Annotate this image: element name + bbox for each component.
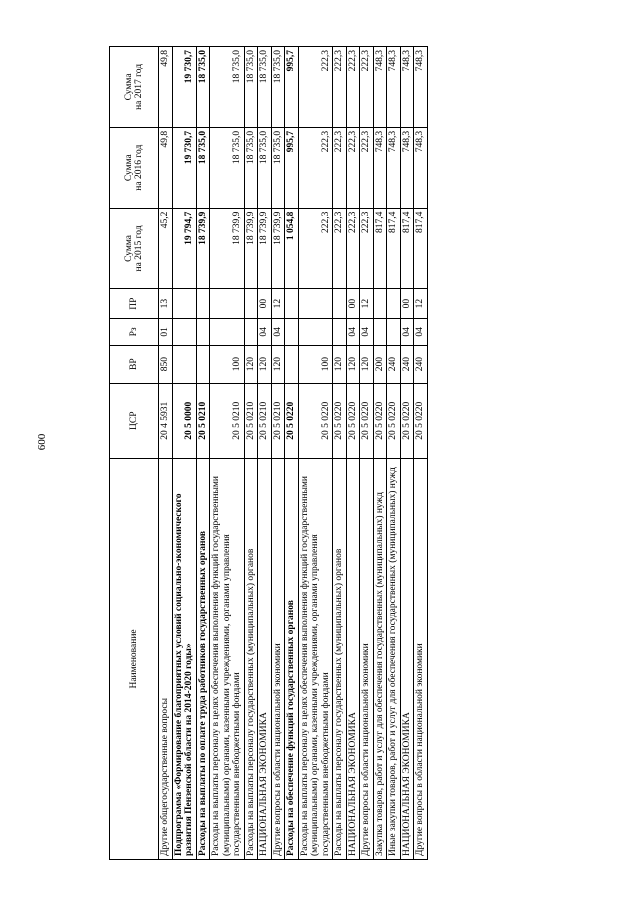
budget-table <box>109 46 428 860</box>
table-row <box>414 47 428 860</box>
cell-csr: 20 5 0220 <box>298 383 333 458</box>
cell-pr <box>298 289 333 319</box>
header-sum-2017 <box>110 47 159 128</box>
cell-rz: 01 <box>159 318 173 345</box>
table-row <box>172 47 196 860</box>
table-row <box>196 47 210 860</box>
cell-sum-2017: 748,3 <box>387 47 401 128</box>
cell-sum-2015: 18 739,9 <box>196 208 210 289</box>
cell-sum-2016: 222,3 <box>360 127 374 208</box>
cell-csr: 20 5 0210 <box>271 383 285 458</box>
cell-csr: 20 5 0210 <box>196 383 210 458</box>
cell-csr: 20 5 0220 <box>285 383 299 458</box>
cell-csr: 20 5 0220 <box>346 383 360 458</box>
table-row <box>271 47 285 860</box>
cell-sum-2017: 18 735,0 <box>244 47 258 128</box>
cell-sum-2016: 49,8 <box>159 127 173 208</box>
cell-name: Расходы на выплаты персоналу государственных (муниципальных) органов <box>333 458 347 859</box>
cell-vr: 100 <box>210 345 245 383</box>
cell-name: Расходы на выплаты персоналу в целях обеспечения выполнения функций государственными (муниципальными) органами, казенными учреждениями, органами управления государственными внебюджетными фондами <box>298 458 333 859</box>
header-vr: ВР <box>110 345 159 383</box>
cell-vr: 240 <box>400 345 414 383</box>
cell-sum-2016: 222,3 <box>333 127 347 208</box>
header-sum-2015-line1: Сумма <box>123 234 134 262</box>
cell-name: Другие общегосударственные вопросы <box>159 458 173 859</box>
cell-pr <box>196 289 210 319</box>
cell-vr: 120 <box>258 345 272 383</box>
cell-pr: 00 <box>258 289 272 319</box>
cell-name: Другие вопросы в области национальной экономики <box>271 458 285 859</box>
cell-pr: 00 <box>346 289 360 319</box>
cell-vr: 100 <box>298 345 333 383</box>
cell-pr: 12 <box>360 289 374 319</box>
cell-sum-2015: 817,4 <box>400 208 414 289</box>
cell-vr: 240 <box>387 345 401 383</box>
cell-csr: 20 4 5931 <box>159 383 173 458</box>
header-csr: ЦСР <box>110 383 159 458</box>
cell-sum-2017: 18 735,0 <box>258 47 272 128</box>
cell-sum-2016: 222,3 <box>346 127 360 208</box>
cell-csr: 20 5 0220 <box>360 383 374 458</box>
cell-sum-2015: 817,4 <box>414 208 428 289</box>
cell-sum-2016: 19 730,7 <box>172 127 196 208</box>
budget-table-sheet <box>109 46 629 860</box>
cell-rz <box>373 318 387 345</box>
cell-pr <box>285 289 299 319</box>
cell-sum-2015: 18 739,9 <box>271 208 285 289</box>
table-row <box>210 47 245 860</box>
cell-rz <box>298 318 333 345</box>
cell-sum-2016: 222,3 <box>298 127 333 208</box>
cell-name: Иные закупки товаров, работ и услуг для обеспечения государственных (муниципальных) нужд <box>387 458 401 859</box>
cell-name: Расходы на выплаты персоналу государственных (муниципальных) органов <box>244 458 258 859</box>
cell-sum-2016: 995,7 <box>285 127 299 208</box>
cell-pr <box>387 289 401 319</box>
table-header-row <box>110 47 159 860</box>
cell-vr <box>172 345 196 383</box>
cell-vr: 240 <box>414 345 428 383</box>
cell-sum-2017: 222,3 <box>333 47 347 128</box>
cell-sum-2017: 748,3 <box>373 47 387 128</box>
cell-rz: 04 <box>400 318 414 345</box>
cell-sum-2015: 18 739,9 <box>210 208 245 289</box>
cell-sum-2017: 18 735,0 <box>271 47 285 128</box>
table-row <box>387 47 401 860</box>
cell-vr: 200 <box>373 345 387 383</box>
cell-name: НАЦИОНАЛЬНАЯ ЭКОНОМИКА <box>346 458 360 859</box>
header-name: Наименование <box>110 458 159 859</box>
cell-vr: 120 <box>346 345 360 383</box>
cell-pr: 12 <box>414 289 428 319</box>
cell-vr: 850 <box>159 345 173 383</box>
cell-sum-2017: 49,8 <box>159 47 173 128</box>
cell-sum-2015: 222,3 <box>298 208 333 289</box>
cell-sum-2017: 748,3 <box>400 47 414 128</box>
cell-csr: 20 5 0210 <box>210 383 245 458</box>
cell-sum-2015: 1 054,8 <box>285 208 299 289</box>
cell-csr: 20 5 0000 <box>172 383 196 458</box>
cell-sum-2015: 222,3 <box>333 208 347 289</box>
cell-rz: 04 <box>346 318 360 345</box>
cell-sum-2015: 19 794,7 <box>172 208 196 289</box>
cell-rz: 04 <box>414 318 428 345</box>
cell-name: Другие вопросы в области национальной экономики <box>360 458 374 859</box>
header-sum-2015-line2: на 2015 год <box>134 225 144 272</box>
header-sum-2016 <box>110 127 159 208</box>
cell-name: Закупка товаров, работ и услуг для обеспечения государственных (муниципальных) нужд <box>373 458 387 859</box>
cell-csr: 20 5 0220 <box>400 383 414 458</box>
cell-sum-2016: 18 735,0 <box>196 127 210 208</box>
table-row <box>373 47 387 860</box>
table-body <box>159 47 428 860</box>
header-sum-2016-line2: на 2016 год <box>134 144 144 191</box>
cell-pr <box>210 289 245 319</box>
header-sum-2017-line2: на 2017 год <box>134 63 144 110</box>
cell-pr: 00 <box>400 289 414 319</box>
table-row <box>360 47 374 860</box>
cell-pr: 12 <box>271 289 285 319</box>
cell-sum-2015: 45,2 <box>159 208 173 289</box>
header-sum-2017-line1: Сумма <box>123 73 134 101</box>
cell-name: Расходы на выплаты персоналу в целях обеспечения выполнения функций государственными (муниципальными) органами, казенными учреждениями, органами управления государственными внебюджетными фондами <box>210 458 245 859</box>
cell-sum-2016: 18 735,0 <box>258 127 272 208</box>
cell-rz: 04 <box>258 318 272 345</box>
cell-vr: 120 <box>360 345 374 383</box>
cell-vr: 120 <box>271 345 285 383</box>
page-number: 600 <box>36 433 48 451</box>
table-row <box>244 47 258 860</box>
table-row <box>298 47 333 860</box>
cell-rz <box>210 318 245 345</box>
table-row <box>346 47 360 860</box>
cell-vr: 120 <box>244 345 258 383</box>
table-row <box>285 47 299 860</box>
cell-sum-2016: 18 735,0 <box>244 127 258 208</box>
cell-rz: 04 <box>360 318 374 345</box>
cell-sum-2017: 19 730,7 <box>172 47 196 128</box>
cell-pr <box>333 289 347 319</box>
cell-csr: 20 5 0220 <box>333 383 347 458</box>
cell-rz <box>244 318 258 345</box>
cell-sum-2017: 222,3 <box>360 47 374 128</box>
cell-rz <box>172 318 196 345</box>
header-sum-2016-line1: Сумма <box>123 154 134 182</box>
cell-name: Другие вопросы в области национальной экономики <box>414 458 428 859</box>
table-row <box>258 47 272 860</box>
cell-name: НАЦИОНАЛЬНАЯ ЭКОНОМИКА <box>400 458 414 859</box>
cell-sum-2015: 817,4 <box>387 208 401 289</box>
cell-rz <box>285 318 299 345</box>
cell-sum-2016: 748,3 <box>400 127 414 208</box>
cell-csr: 20 5 0210 <box>244 383 258 458</box>
cell-csr: 20 5 0220 <box>373 383 387 458</box>
cell-sum-2015: 18 739,9 <box>244 208 258 289</box>
cell-name: Расходы на выплаты по оплате труда работников государственных органов <box>196 458 210 859</box>
cell-pr <box>244 289 258 319</box>
cell-sum-2017: 995,7 <box>285 47 299 128</box>
table-row <box>159 47 173 860</box>
cell-sum-2017: 748,3 <box>414 47 428 128</box>
cell-sum-2017: 18 735,0 <box>196 47 210 128</box>
header-pr: ПР <box>110 289 159 319</box>
cell-sum-2017: 222,3 <box>346 47 360 128</box>
cell-pr: 13 <box>159 289 173 319</box>
cell-vr: 120 <box>333 345 347 383</box>
header-rz: Рз <box>110 318 159 345</box>
cell-vr <box>285 345 299 383</box>
cell-sum-2016: 18 735,0 <box>271 127 285 208</box>
cell-csr: 20 5 0220 <box>387 383 401 458</box>
table-row <box>400 47 414 860</box>
cell-csr: 20 5 0220 <box>414 383 428 458</box>
cell-name: Расходы на обеспечение функций государственных органов <box>285 458 299 859</box>
cell-rz: 04 <box>271 318 285 345</box>
cell-rz <box>387 318 401 345</box>
cell-pr <box>373 289 387 319</box>
cell-sum-2016: 748,3 <box>414 127 428 208</box>
header-sum-2015 <box>110 208 159 289</box>
cell-csr: 20 5 0210 <box>258 383 272 458</box>
cell-name: Подпрограмма «Формирование благоприятных условий социально-экономического развития Пензенской области на 2014-2020 годы» <box>172 458 196 859</box>
table-row <box>333 47 347 860</box>
cell-sum-2016: 748,3 <box>373 127 387 208</box>
cell-vr <box>196 345 210 383</box>
cell-pr <box>172 289 196 319</box>
cell-sum-2015: 817,4 <box>373 208 387 289</box>
cell-rz <box>333 318 347 345</box>
cell-sum-2015: 18 739,9 <box>258 208 272 289</box>
cell-sum-2015: 222,3 <box>360 208 374 289</box>
cell-sum-2015: 222,3 <box>346 208 360 289</box>
cell-sum-2016: 748,3 <box>387 127 401 208</box>
cell-sum-2016: 18 735,0 <box>210 127 245 208</box>
cell-rz <box>196 318 210 345</box>
cell-name: НАЦИОНАЛЬНАЯ ЭКОНОМИКА <box>258 458 272 859</box>
cell-sum-2017: 222,3 <box>298 47 333 128</box>
cell-sum-2017: 18 735,0 <box>210 47 245 128</box>
